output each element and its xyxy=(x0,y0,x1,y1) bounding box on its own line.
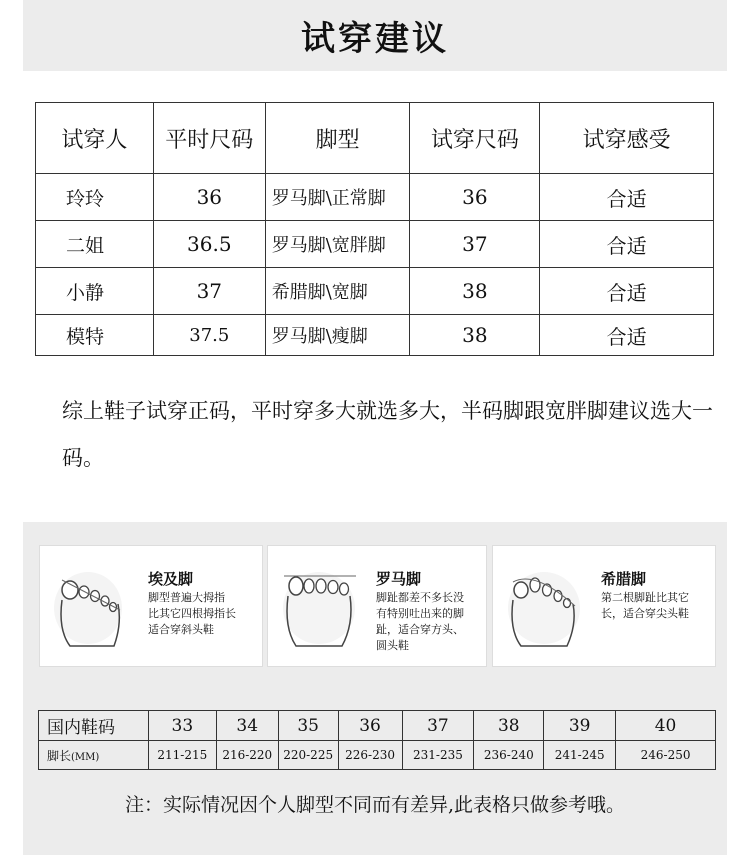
header-usual-size: 平时尺码 xyxy=(153,103,265,174)
size-table xyxy=(38,710,716,770)
table-row xyxy=(36,315,714,356)
size-cell: 36 xyxy=(338,711,402,741)
note-text: 注：实际情况因个人脚型不同而有差异,此表格只做参考哦。 xyxy=(124,794,626,816)
summary-text: 综上鞋子试穿正码，平时穿多大就选多大，半码脚跟宽胖脚建议选大一码。 xyxy=(62,399,713,470)
length-cell: 220-225 xyxy=(278,741,338,770)
cell-tried: 37 xyxy=(410,221,540,268)
foot-type-desc: 脚型普遍大拇指 比其它四根拇指长 适合穿斜头鞋 xyxy=(148,591,236,636)
length-row-label: 脚长(MM) xyxy=(39,741,149,770)
length-cell: 216-220 xyxy=(216,741,278,770)
length-cell: 236-240 xyxy=(474,741,544,770)
cell-usual: 37 xyxy=(153,268,265,315)
foot-card-greek xyxy=(492,545,716,667)
cell-usual: 36.5 xyxy=(153,221,265,268)
greek-foot-icon xyxy=(501,560,587,650)
foot-type-name: 希腊脚 xyxy=(601,570,647,588)
foot-card-egyptian xyxy=(39,545,263,667)
size-cell: 40 xyxy=(616,711,716,741)
size-cell: 33 xyxy=(148,711,216,741)
cell-person: 玲玲 xyxy=(36,174,154,221)
cell-feel: 合适 xyxy=(540,221,714,268)
page-title: 试穿建议 xyxy=(301,19,449,59)
roman-foot-icon xyxy=(276,560,362,650)
cell-tried: 36 xyxy=(410,174,540,221)
cell-person: 小静 xyxy=(36,268,154,315)
header-feeling: 试穿感受 xyxy=(540,103,714,174)
size-cell: 39 xyxy=(544,711,616,741)
header-person: 试穿人 xyxy=(36,103,154,174)
foot-card-roman xyxy=(267,545,487,667)
table-row xyxy=(36,221,714,268)
foot-type-name: 埃及脚 xyxy=(148,570,194,588)
cell-person: 二姐 xyxy=(36,221,154,268)
cell-usual: 36 xyxy=(153,174,265,221)
table-row xyxy=(36,174,714,221)
cell-tried: 38 xyxy=(410,315,540,356)
size-cell: 34 xyxy=(216,711,278,741)
cell-feel: 合适 xyxy=(540,315,714,356)
foot-type-name: 罗马脚 xyxy=(376,570,422,588)
length-cell: 211-215 xyxy=(148,741,216,770)
length-cell: 226-230 xyxy=(338,741,402,770)
cell-tried: 38 xyxy=(410,268,540,315)
size-row-label: 国内鞋码 xyxy=(39,711,149,741)
header-tried-size: 试穿尺码 xyxy=(410,103,540,174)
table-row xyxy=(36,268,714,315)
length-cell: 241-245 xyxy=(544,741,616,770)
cell-usual: 37.5 xyxy=(153,315,265,356)
length-cell: 246-250 xyxy=(616,741,716,770)
cell-feel: 合适 xyxy=(540,174,714,221)
fit-table-header xyxy=(36,103,714,174)
length-cell: 231-235 xyxy=(402,741,474,770)
size-cell: 35 xyxy=(278,711,338,741)
cell-person: 模特 xyxy=(36,315,154,356)
foot-type-desc: 脚趾都差不多长没 有特别吐出来的脚 趾，适合穿方头、 圆头鞋 xyxy=(376,591,464,652)
header-foot-type: 脚型 xyxy=(265,103,410,174)
fit-table xyxy=(35,102,714,356)
title-banner xyxy=(23,0,727,71)
length-unit: (MM) xyxy=(71,751,100,763)
size-cell: 37 xyxy=(402,711,474,741)
egyptian-foot-icon xyxy=(48,560,134,650)
length-row xyxy=(39,741,716,770)
size-cell: 38 xyxy=(474,711,544,741)
cell-foot: 罗马脚\宽胖脚 xyxy=(265,221,410,268)
cell-foot: 希腊脚\宽脚 xyxy=(265,268,410,315)
size-row xyxy=(39,711,716,741)
cell-foot: 罗马脚\瘦脚 xyxy=(265,315,410,356)
cell-feel: 合适 xyxy=(540,268,714,315)
cell-foot: 罗马脚\正常脚 xyxy=(265,174,410,221)
foot-type-desc: 第二根脚趾比其它 长，适合穿尖头鞋 xyxy=(601,591,689,620)
